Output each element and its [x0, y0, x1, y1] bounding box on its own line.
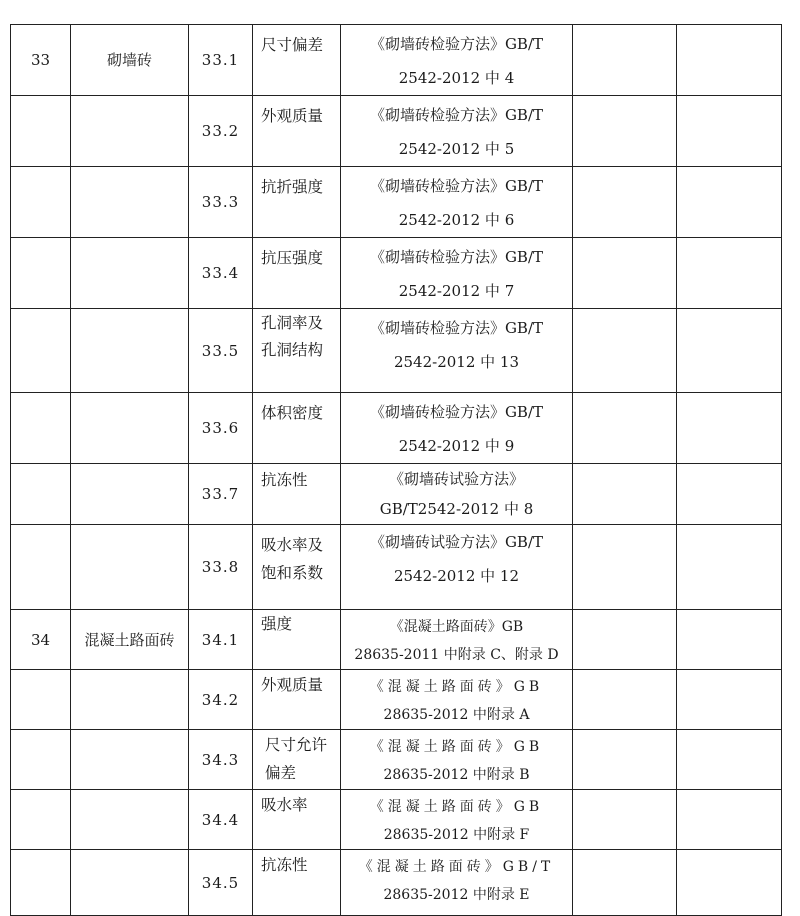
sub-number-cell: 34.1	[189, 610, 253, 670]
item-number-cell: 34	[11, 610, 71, 670]
test-item-cell: 外观质量	[253, 96, 341, 167]
empty-cell	[677, 525, 782, 610]
empty-cell	[677, 790, 782, 850]
table-row	[11, 464, 782, 525]
table-row	[11, 610, 782, 670]
empty-cell	[677, 96, 782, 167]
standard-line-2: 28635-2012 中附录 E	[383, 887, 530, 903]
table-row	[11, 850, 782, 916]
standard-line-2: 2542-2012 中 4	[398, 69, 515, 87]
product-name-cell	[71, 167, 189, 238]
standard-line-2: 28635-2012 中附录 F	[383, 827, 530, 843]
standard-line-2: 28635-2012 中附录 B	[383, 767, 530, 783]
product-name-cell	[71, 670, 189, 730]
product-name-cell	[71, 393, 189, 464]
standard-cell	[341, 25, 573, 96]
standard-line-1: 《砌墙砖检验方法》GB/T	[369, 106, 544, 124]
empty-cell	[573, 393, 677, 464]
product-name-cell	[71, 730, 189, 790]
standard-line-2: 2542-2012 中 9	[398, 437, 515, 455]
standard-line-1: 《砌墙砖试验方法》	[388, 470, 524, 488]
sub-number-cell: 33.6	[189, 393, 253, 464]
standard-line-1: 《砌墙砖检验方法》GB/T	[369, 35, 544, 53]
empty-cell	[677, 464, 782, 525]
empty-cell	[677, 730, 782, 790]
product-name-cell	[71, 525, 189, 610]
empty-cell	[573, 25, 677, 96]
standard-line-2: 2542-2012 中 5	[398, 140, 515, 158]
test-item-cell: 孔洞率及孔洞结构	[253, 309, 341, 393]
table-row	[11, 525, 782, 610]
standard-line-1: 《砌墙砖检验方法》GB/T	[369, 403, 544, 421]
sub-number-cell: 34.3	[189, 730, 253, 790]
test-item-cell: 抗折强度	[253, 167, 341, 238]
product-name-cell	[71, 790, 189, 850]
standard-cell	[341, 309, 573, 393]
item-number-cell	[11, 730, 71, 790]
empty-cell	[573, 790, 677, 850]
standard-line-1: 《混凝土路面砖》GB	[389, 619, 524, 635]
standard-line-1: 《砌墙砖试验方法》GB/T	[369, 533, 544, 551]
standard-line-1: 《砌墙砖检验方法》GB/T	[369, 177, 544, 195]
item-number-cell	[11, 393, 71, 464]
standard-cell	[341, 464, 573, 525]
empty-cell	[573, 238, 677, 309]
table-row	[11, 393, 782, 464]
product-name-cell	[71, 238, 189, 309]
empty-cell	[573, 670, 677, 730]
sub-number-cell: 34.4	[189, 790, 253, 850]
table-row	[11, 730, 782, 790]
empty-cell	[573, 96, 677, 167]
sub-number-cell: 33.7	[189, 464, 253, 525]
empty-cell	[677, 25, 782, 96]
test-item-cell: 抗压强度	[253, 238, 341, 309]
standard-line-2: 2542-2012 中 7	[398, 282, 515, 300]
empty-cell	[677, 850, 782, 916]
item-number-cell	[11, 167, 71, 238]
test-item-cell: 吸水率	[253, 790, 341, 850]
standard-cell	[341, 167, 573, 238]
sub-number-cell: 33.4	[189, 238, 253, 309]
empty-cell	[573, 167, 677, 238]
empty-cell	[677, 309, 782, 393]
standard-cell	[341, 238, 573, 309]
empty-cell	[677, 670, 782, 730]
test-item-cell: 抗冻性	[253, 464, 341, 525]
standard-line-2: 2542-2012 中 6	[398, 211, 515, 229]
table-row	[11, 167, 782, 238]
standard-line-2: 28635-2011 中附录 C、附录 D	[354, 647, 559, 663]
standard-line-1: 《混凝土路面砖》GB	[369, 739, 544, 755]
product-name-cell	[71, 464, 189, 525]
empty-cell	[677, 393, 782, 464]
sub-number-cell: 33.1	[189, 25, 253, 96]
standard-line-2: GB/T2542-2012 中 8	[379, 500, 534, 518]
item-number-cell	[11, 670, 71, 730]
test-item-cell: 吸水率及饱和系数	[253, 525, 341, 610]
standard-cell	[341, 730, 573, 790]
standard-line-1: 《砌墙砖检验方法》GB/T	[369, 248, 544, 266]
table-row	[11, 309, 782, 393]
sub-number-cell: 33.8	[189, 525, 253, 610]
item-number-cell: 33	[11, 25, 71, 96]
sub-number-cell: 33.5	[189, 309, 253, 393]
test-item-cell: 外观质量	[253, 670, 341, 730]
item-number-cell	[11, 464, 71, 525]
standard-cell	[341, 850, 573, 916]
standard-cell	[341, 393, 573, 464]
product-name-cell	[71, 96, 189, 167]
item-number-cell	[11, 525, 71, 610]
sub-number-cell: 34.5	[189, 850, 253, 916]
item-number-cell	[11, 238, 71, 309]
empty-cell	[677, 610, 782, 670]
test-item-cell: 强度	[253, 610, 341, 670]
empty-cell	[677, 238, 782, 309]
standard-line-2: 2542-2012 中 13	[393, 353, 520, 371]
table-row	[11, 25, 782, 96]
standard-cell	[341, 790, 573, 850]
empty-cell	[573, 464, 677, 525]
empty-cell	[573, 309, 677, 393]
test-item-cell: 体积密度	[253, 393, 341, 464]
test-item-cell: 抗冻性	[253, 850, 341, 916]
test-standards-table	[10, 24, 782, 916]
standard-line-1: 《混凝土路面砖》GB	[369, 799, 544, 815]
table-row	[11, 238, 782, 309]
product-name-cell: 砌墙砖	[71, 25, 189, 96]
item-number-cell	[11, 850, 71, 916]
standard-cell	[341, 670, 573, 730]
standard-cell	[341, 610, 573, 670]
test-item-cell: 尺寸偏差	[253, 25, 341, 96]
empty-cell	[573, 525, 677, 610]
empty-cell	[677, 167, 782, 238]
item-number-cell	[11, 309, 71, 393]
empty-cell	[573, 610, 677, 670]
product-name-cell	[71, 850, 189, 916]
sub-number-cell: 33.2	[189, 96, 253, 167]
standard-line-1: 《砌墙砖检验方法》GB/T	[369, 319, 544, 337]
item-number-cell	[11, 790, 71, 850]
standard-cell	[341, 525, 573, 610]
sub-number-cell: 34.2	[189, 670, 253, 730]
sub-number-cell: 33.3	[189, 167, 253, 238]
standard-cell	[341, 96, 573, 167]
test-item-cell: 尺寸允许偏差	[253, 730, 341, 790]
empty-cell	[573, 850, 677, 916]
table-row	[11, 670, 782, 730]
standard-line-2: 28635-2012 中附录 A	[383, 707, 530, 723]
product-name-cell: 混凝土路面砖	[71, 610, 189, 670]
standard-line-1: 《混凝土路面砖》GB	[369, 679, 544, 695]
standard-line-2: 2542-2012 中 12	[393, 567, 520, 585]
empty-cell	[573, 730, 677, 790]
product-name-cell	[71, 309, 189, 393]
table-row	[11, 96, 782, 167]
item-number-cell	[11, 96, 71, 167]
standard-line-1: 《混凝土路面砖》GB/T	[358, 859, 555, 875]
table-row	[11, 790, 782, 850]
